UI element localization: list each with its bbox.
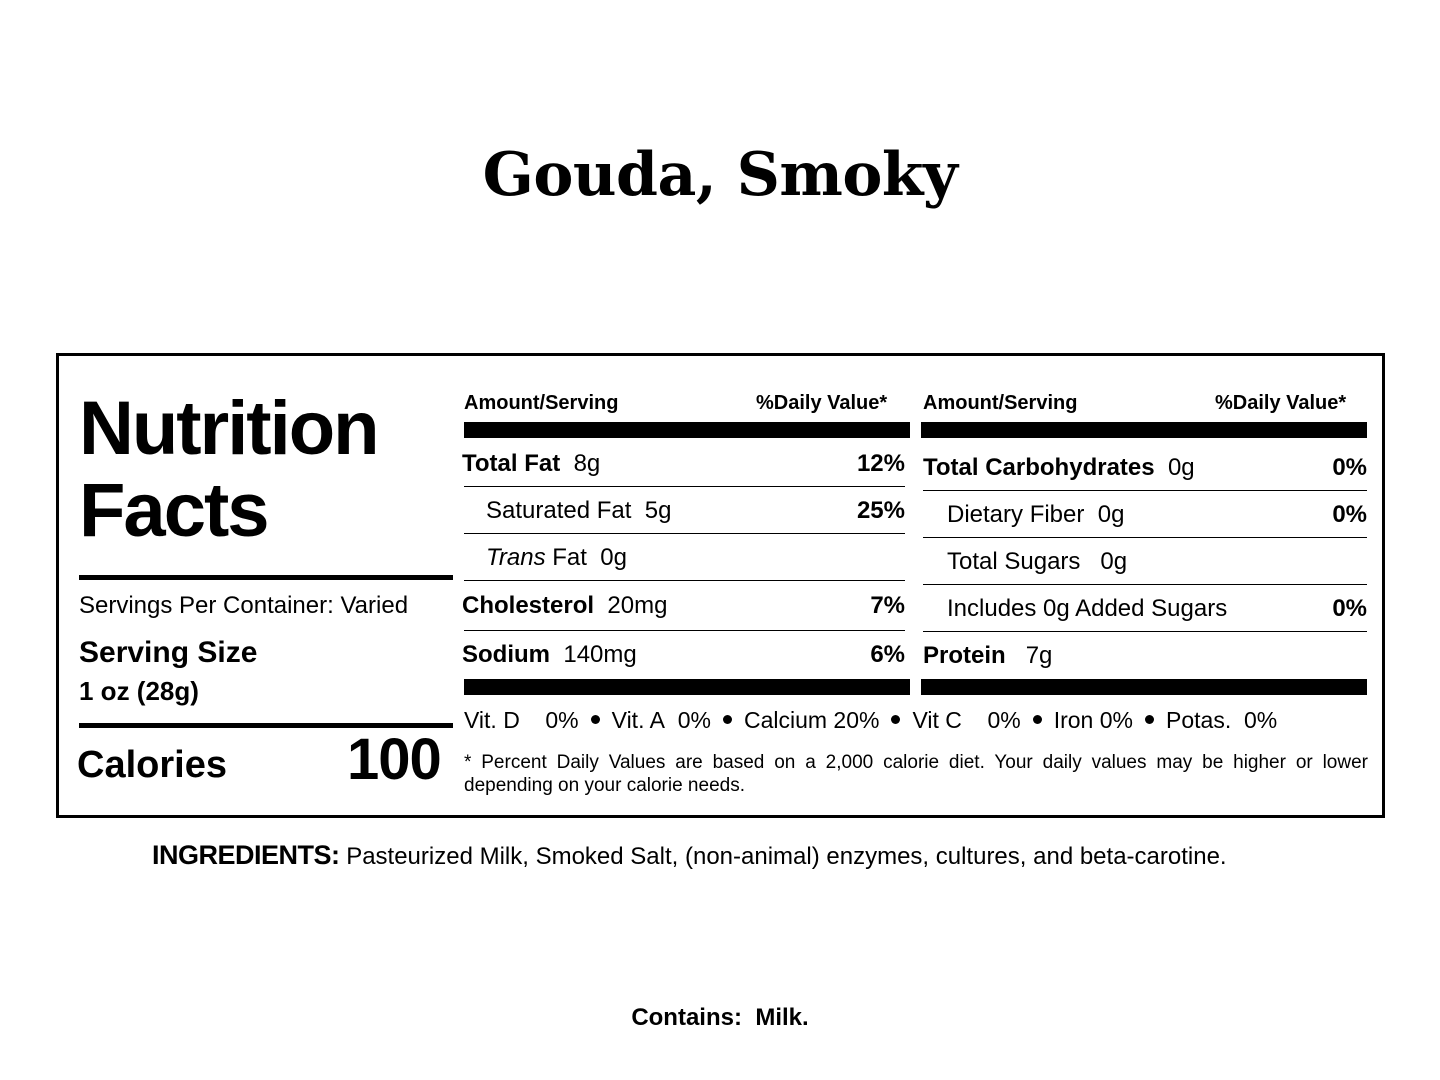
footer-bar bbox=[921, 679, 1367, 695]
vitamin-name: Calcium bbox=[743, 707, 828, 733]
ingredients-label: INGREDIENTS: bbox=[152, 840, 340, 870]
nutrient-name: Protein bbox=[923, 642, 1006, 669]
bullet-icon bbox=[723, 715, 732, 724]
nutrient-amount: 140mg bbox=[563, 641, 637, 668]
vitamin-name: Potas. bbox=[1166, 707, 1232, 733]
allergen-label: Contains: bbox=[631, 1004, 742, 1031]
nutrient-row-sodium bbox=[464, 631, 905, 677]
heading-line-1: Nutrition bbox=[79, 386, 378, 471]
daily-value-header: %Daily Value* bbox=[756, 392, 888, 414]
nutrient-amount: 0g bbox=[1097, 501, 1125, 528]
nutrient-dv: 0% bbox=[1332, 454, 1367, 481]
nutrient-amount: 0g bbox=[1167, 454, 1195, 481]
vitamin-value: 0% bbox=[677, 707, 711, 733]
vitamin-value: 20% bbox=[833, 707, 880, 733]
allergen-text: Milk. bbox=[755, 1004, 809, 1031]
nutrient-amount: 7g bbox=[1025, 642, 1053, 669]
heading-line-2: Facts bbox=[79, 468, 268, 553]
vitamins-line bbox=[464, 707, 1277, 734]
amount-serving-header: Amount/Serving bbox=[923, 392, 1078, 414]
bullet-icon bbox=[1033, 715, 1042, 724]
bullet-icon bbox=[1145, 715, 1154, 724]
bullet-icon bbox=[891, 715, 900, 724]
vitamin-name: Vit. A bbox=[611, 707, 665, 733]
footer-bar bbox=[464, 679, 910, 695]
vitamin-name: Iron bbox=[1053, 707, 1094, 733]
nutrient-dv: 6% bbox=[870, 641, 905, 668]
servings-per-container: Servings Per Container: Varied bbox=[79, 592, 409, 619]
nutrient-amount: 20mg bbox=[607, 592, 668, 619]
nutrient-name: Includes 0g Added Sugars bbox=[947, 595, 1228, 622]
vitamin-name: Vit C bbox=[912, 707, 962, 733]
vitamin-value: 0% bbox=[1099, 707, 1133, 733]
divider-thick bbox=[79, 575, 453, 580]
nutrient-row-dietary-fiber bbox=[923, 491, 1367, 538]
nutrient-dv: 7% bbox=[870, 592, 905, 619]
nutrient-row-saturated-fat bbox=[464, 487, 905, 534]
allergen-statement bbox=[0, 1004, 1440, 1032]
nutrient-name: Trans bbox=[486, 544, 546, 571]
nutrient-amount: 8g bbox=[573, 450, 601, 477]
nutrition-facts-panel bbox=[56, 353, 1385, 818]
nutrient-name: Cholesterol bbox=[462, 592, 595, 619]
header-bar bbox=[464, 422, 910, 438]
calories-value: 100 bbox=[347, 727, 441, 792]
nutrient-dv: 25% bbox=[856, 497, 905, 524]
nutrient-row-added-sugars bbox=[923, 585, 1367, 632]
nutrient-name: Total Fat bbox=[462, 450, 561, 477]
daily-value-header: %Daily Value* bbox=[1215, 392, 1347, 414]
serving-size-value: 1 oz (28g) bbox=[79, 676, 199, 706]
calories-label: Calories bbox=[77, 744, 227, 786]
nutrient-name: Saturated Fat bbox=[486, 497, 632, 524]
serving-size-label: Serving Size bbox=[79, 636, 258, 669]
header-bar bbox=[921, 422, 1367, 438]
daily-value-footnote: * Percent Daily Values are based on a 2,000 calorie diet. Your daily values may be higher or lower depending on your calorie needs. bbox=[464, 752, 1368, 796]
product-title: Gouda, Smoky bbox=[482, 140, 958, 210]
nutrient-row-total-sugars bbox=[923, 538, 1367, 585]
vitamin-name: Vit. D bbox=[464, 707, 520, 733]
ingredients-line bbox=[152, 840, 1227, 871]
nutrient-row-protein bbox=[923, 632, 1367, 678]
vitamin-value: 0% bbox=[545, 707, 579, 733]
ingredients-text: Pasteurized Milk, Smoked Salt, (non-animal) enzymes, cultures, and beta-carotine. bbox=[346, 843, 1227, 870]
bullet-icon bbox=[591, 715, 600, 724]
nutrient-dv: 0% bbox=[1332, 501, 1367, 528]
vitamin-value: 0% bbox=[1244, 707, 1278, 733]
nutrient-dv: 12% bbox=[856, 450, 905, 477]
nutrient-amount: 5g bbox=[644, 497, 672, 524]
amount-serving-header: Amount/Serving bbox=[464, 392, 619, 414]
nutrient-dv: 0% bbox=[1332, 595, 1367, 622]
nutrient-name: Total Sugars bbox=[947, 548, 1081, 575]
nutrient-name: Sodium bbox=[462, 641, 550, 668]
nutrition-facts-heading bbox=[79, 388, 378, 552]
nutrient-amount: 0g bbox=[1100, 548, 1128, 575]
nutrient-name: Dietary Fiber bbox=[947, 501, 1085, 528]
nutrient-amount: 0g bbox=[600, 544, 627, 571]
nutrient-name: Total Carbohydrates bbox=[923, 454, 1155, 481]
nutrient-row-cholesterol bbox=[464, 582, 905, 631]
vitamin-value: 0% bbox=[987, 707, 1021, 733]
nutrient-row-total-fat bbox=[464, 440, 905, 487]
nutrient-name-suffix: Fat bbox=[552, 544, 587, 571]
nutrient-row-total-carbohydrates bbox=[923, 444, 1367, 491]
nutrient-row-trans-fat bbox=[464, 534, 905, 581]
